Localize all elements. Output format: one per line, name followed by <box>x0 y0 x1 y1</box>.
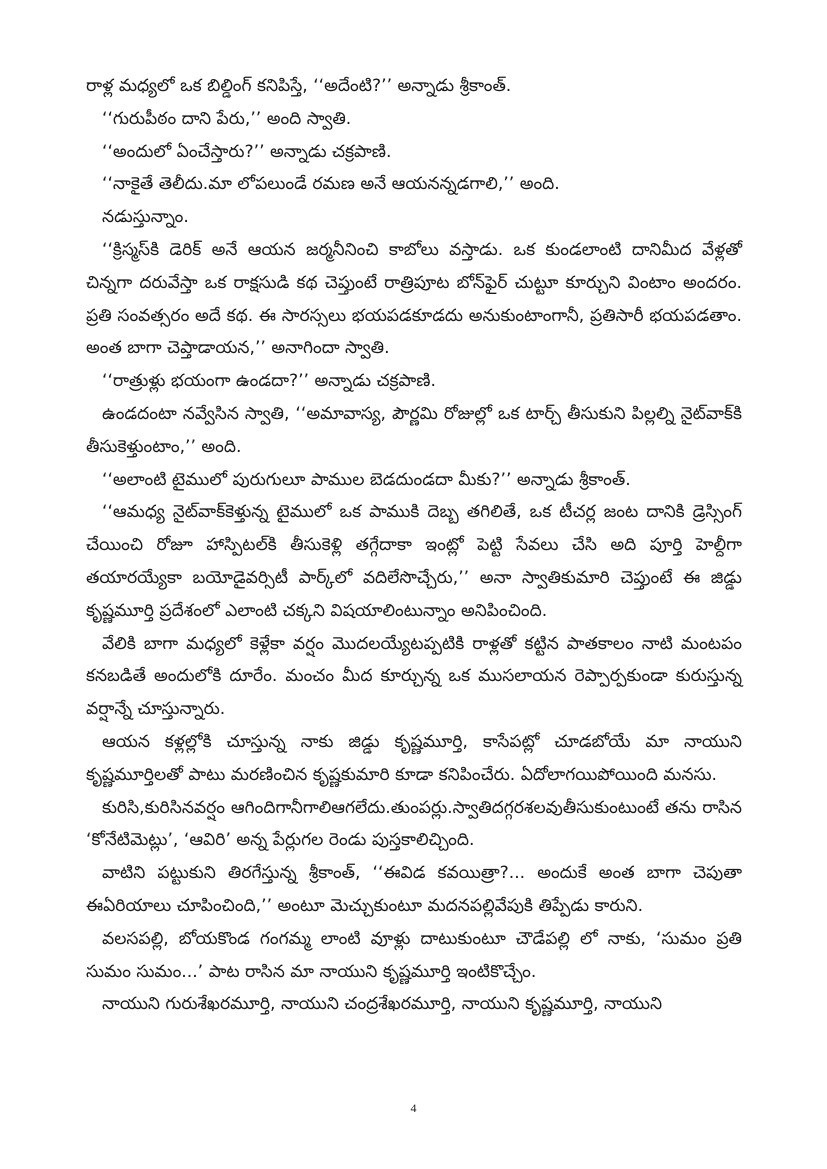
paragraph: ‘‘అందులో ఏంచేస్తారు?’’ అన్నాడు చక్రపాణి. <box>102 141 392 162</box>
paragraph: వేలికి బాగా మధ్యలో కెళ్లేకా వర్షం మొదలయ్యేటప్పటికి రాళ్లతో కట్టిన పాతకాలం నాటి మంటపం కనబడితే అందులోకి దూరేం. మంచం మీద కూర్చున్న ఒక ముసలాయన రెప్పార్పకుండా కురుస్తున్న వర్షాన్నే చూస్తున్నారు. <box>86 633 742 720</box>
paragraph: ఆయన కళ్లల్లోకి చూస్తున్న నాకు జిడ్డు కృష్ణమూర్తి, కాసేపట్లో చూడబోయే మా నాయుని కృష్ణమూర్తిలతో పాటు మరణించిన కృష్ణకుమారి కూడా కనిపించేరు. ఏదోలాగయిపోయింది మనసు. <box>86 731 742 785</box>
paragraph: ‘‘రాత్రుళ్లు భయంగా ఉండదా?’’ అన్నాడు చక్రపాణి. <box>102 371 436 392</box>
paragraph: నాయుని గురుశేఖరమూర్తి, నాయుని చంద్రశేఖరమూర్తి, నాయుని కృష్ణమూర్తి, నాయుని <box>102 994 663 1015</box>
paragraph: ‘‘క్రిస్మస్‌కి డెరిక్ అనే ఆయన జర్మనీనించి కాబోలు వస్తాడు. ఒక కుండలాంటి దానిమీద వేళ్లతో చిన్నగా దరువేస్తా ఒక రాక్షసుడి కథ చెప్తుంటే రాత్రిపూట బోన్‌ఫైర్ చుట్టూ కూర్చుని వింటాం అందరం. ప్రతి సంవత్సరం అదే కథ. ఈ సారస్సలు భయపడకూడదు అనుకుంటాంగానీ, ప్రతిసారీ భయపడతాం. అంత బాగా చెప్తాడాయన,’’ అనాగిందా స్వాతి. <box>86 239 742 359</box>
paragraph: ‘‘అలాంటి టైములో పురుగులూ పాముల బెడదుండదా మీకు?’’ అన్నాడు శ్రీకాంత్. <box>102 469 631 490</box>
paragraph: కురిసి,కురిసినవర్షం ఆగిందిగానీగాలిఆగలేదు.తుంపర్లు.స్వాతిదగ్గరశలవుతీసుకుంటుంటే తను రాసిన ‘కోనేటిమెట్లు’, ‘ఆవిరి’ అన్న పేర్లుగల రెండు పుస్తకాలిచ్చింది. <box>86 797 742 851</box>
paragraph: నడుస్తున్నాం. <box>102 207 189 228</box>
paragraph: ‘‘నాకైతే తెలీదు.మా లోపలుండే రమణ అనే ఆయనన్నడగాలి,’’ అంది. <box>102 174 560 195</box>
paragraph: వలసపల్లి, బోయకొండ గంగమ్మ లాంటి వూళ్లు దాటుకుంటూ చౌడేపల్లి లో నాకు, ‘సుమం ప్రతి సుమం సుమం...’ పాట రాసిన మా నాయుని కృష్ణమూర్తి ఇంటికొచ్చేం. <box>86 928 742 982</box>
paragraph: ‘‘గురుపీఠం దాని పేరు,’’ అంది స్వాతి. <box>102 108 352 129</box>
document-body <box>86 70 742 1021</box>
paragraph: వాటిని పట్టుకుని తిరగేస్తున్న శ్రీకాంత్, ‘‘ఈవిడ కవయిత్రా?... అందుకే అంత బాగా చెపుతా ఈఏరియాలు చూపించింది,’’ అంటూ మెచ్చుకుంటూ మదనపల్లివేపుకి తిప్పేడు కారుని. <box>86 863 742 916</box>
paragraph: ‘‘ఆమధ్య నైట్‌వాక్‌కెళ్తున్న టైములో ఒక పాముకి దెబ్బ తగిలితే, ఒక టీచర్ల జంట దానికి డ్రెస్సింగ్ చేయించి రోజూ హాస్పిటల్‌కి తీసుకెళ్లి తగ్గేదాకా ఇంట్లో పెట్టి సేవలు చేసి అది పూర్తి హెల్దీగా తయారయ్యేకా బయోడైవర్సిటీ పార్క్‌లో వదిలేసొచ్చేరు,’’ అనా స్వాతికుమారి చెప్తుంటే ఈ జిడ్డు కృష్ణమూర్తి ప్రదేశంలో ఎలాంటి చక్కని విషయాలింటున్నాం అనిపించింది. <box>86 502 742 621</box>
page-number: 4 <box>410 1101 417 1115</box>
paragraph: ఉండదంటా నవ్వేసిన స్వాతి, ‘‘అమావాస్య, పౌర్ణమి రోజుల్లో ఒక టార్చ్ తీసుకుని పిల్లల్ని నైట్‌వాక్‌కి తీసుకెళ్తుంటాం,’’ అంది. <box>86 403 742 457</box>
paragraph: రాళ్ల మధ్యలో ఒక బిల్డింగ్ కనిపిస్తే, ‘‘అదేంటి?’’ అన్నాడు శ్రీకాంత్. <box>86 76 512 96</box>
